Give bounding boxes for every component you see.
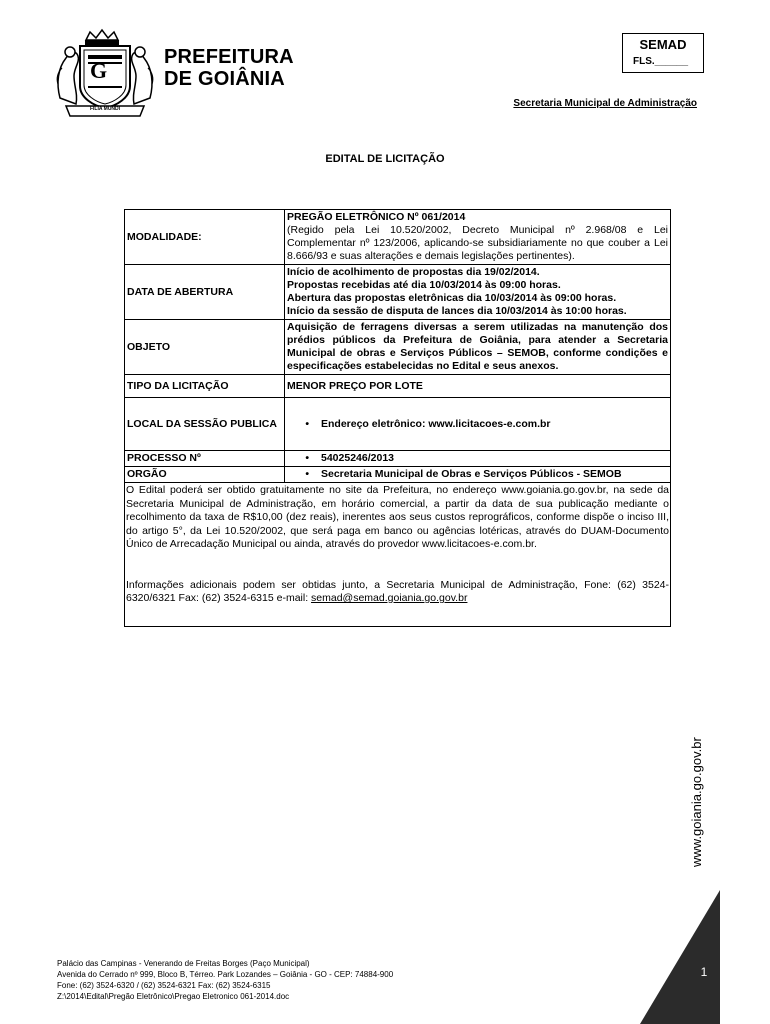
bullet-icon: • xyxy=(305,417,309,430)
modalidade-title: PREGÃO ELETRÔNICO Nº 061/2014 xyxy=(287,211,466,223)
abertura-line: Início da sessão de disputa de lances dia 10/03/2014 às 10:00 horas. xyxy=(287,305,627,317)
row-objeto xyxy=(125,320,671,375)
brand-name xyxy=(164,46,294,90)
tipo-label: TIPO DA LICITAÇÃO xyxy=(125,375,285,398)
notes-cell xyxy=(125,483,671,627)
page-title: EDITAL DE LICITAÇÃO xyxy=(325,153,445,165)
modalidade-label: MODALIDADE: xyxy=(125,210,285,265)
processo-value xyxy=(285,451,671,467)
crest-banner-text: FILIA MUNDI xyxy=(89,106,121,112)
edital-table xyxy=(124,209,671,627)
tipo-value: MENOR PREÇO POR LOTE xyxy=(285,375,671,398)
footer-line: Z:\2014\Edital\Pregão Eletrônico\Pregao Eletronico 061-2014.doc xyxy=(57,992,290,1001)
secretaria-heading: Secretaria Municipal de Administração xyxy=(513,98,697,109)
row-tipo xyxy=(125,375,671,398)
semad-stamp xyxy=(622,33,704,73)
brand-line-1: PREFEITURA xyxy=(164,46,294,68)
local-label: LOCAL DA SESSÃO PUBLICA xyxy=(125,398,285,451)
processo-value-text: 54025246/2013 xyxy=(321,452,394,464)
semad-stamp-fls: FLS.______ xyxy=(633,56,689,67)
modalidade-value xyxy=(285,210,671,265)
row-data-abertura xyxy=(125,265,671,320)
orgao-value-text: Secretaria Municipal de Obras e Serviços Públicos - SEMOB xyxy=(321,468,622,480)
notes-paragraph: O Edital poderá ser obtido gratuitamente no site da Prefeitura, no endereço www.goiania.go.gov.br, na sede da Secretaria Municipal de Administração, em horário comercial, a partir da data de sua publicação mediante o recolhimento da taxa de R$10,00 (dez reais), inerentes aos seus custos reprográficos, conforme dispõe o inciso III, do artigo 5°, da Lei 10.520/2002, que será paga em banco ou agências lotéricas, através do DUAM-Documento Único de Arrecadação Municipal ou ainda, através do provedor www.licitacoes-e.com.br. xyxy=(126,484,669,550)
modalidade-text: (Regido pela Lei 10.520/2002, Decreto Municipal nº 2.968/08 e Lei Complementar nº 123/2006, aplicando-se subsidiariamente no que couber a Lei 8.666/93 e suas alterações e demais legislações pertinentes). xyxy=(287,224,668,262)
orgao-value xyxy=(285,467,671,483)
notes-paragraph-text: Informações adicionais podem ser obtidas junto, a Secretaria Municipal de Administração, Fone: (62) 3524-6320/6321 Fax: (62) 3524-6315 e-mail: xyxy=(126,578,669,604)
bullet-icon: • xyxy=(305,452,309,464)
row-processo xyxy=(125,451,671,467)
orgao-label: ORGÃO xyxy=(125,467,285,483)
footer-line: Palácio das Campinas - Venerando de Freitas Borges (Paço Municipal) xyxy=(57,959,310,968)
row-orgao xyxy=(125,467,671,483)
objeto-label: OBJETO xyxy=(125,320,285,375)
objeto-value: Aquisição de ferragens diversas a serem utilizadas na manutenção dos prédios públicos da Prefeitura de Goiânia, para atender a Secretaria Municipal de obras e Serviços Públicos – SEMOB, conforme condições e especificações estabelecidas no Edital e seus anexos. xyxy=(285,320,671,375)
crest-letter: G xyxy=(90,58,108,83)
local-value-text: Endereço eletrônico: www.licitacoes-e.com.br xyxy=(321,417,551,430)
row-local xyxy=(125,398,671,451)
contact-email-link[interactable]: semad@semad.goiania.go.gov.br xyxy=(311,592,468,604)
row-modalidade xyxy=(125,210,671,265)
footer-line: Avenida do Cerrado nº 999, Bloco B, Térreo. Park Lozandes – Goiânia - GO - CEP: 74884-900 xyxy=(57,970,394,979)
row-notes xyxy=(125,483,671,627)
semad-stamp-title: SEMAD xyxy=(639,37,687,52)
abertura-label: DATA DE ABERTURA xyxy=(125,265,285,320)
brand-line-2: DE GOIÂNIA xyxy=(164,68,285,90)
side-website-url[interactable]: www.goiania.go.gov.br xyxy=(689,737,704,867)
bullet-icon: • xyxy=(305,468,309,480)
abertura-line: Início de acolhimento de propostas dia 19/02/2014. xyxy=(287,266,540,278)
notes-paragraph xyxy=(126,579,669,606)
abertura-value xyxy=(285,265,671,320)
footer-line: Fone: (62) 3524-6320 / (62) 3524-6321 Fax: (62) 3524-6315 xyxy=(57,981,271,990)
local-value xyxy=(285,398,671,451)
abertura-line: Propostas recebidas até dia 10/03/2014 às 09:00 horas. xyxy=(287,279,561,291)
footer-address xyxy=(57,958,393,1002)
processo-label: PROCESSO Nº xyxy=(125,451,285,467)
corner-decoration xyxy=(640,890,720,1024)
abertura-line: Abertura das propostas eletrônicas dia 10/03/2014 às 09:00 horas. xyxy=(287,292,617,304)
page-number: 1 xyxy=(700,965,708,979)
